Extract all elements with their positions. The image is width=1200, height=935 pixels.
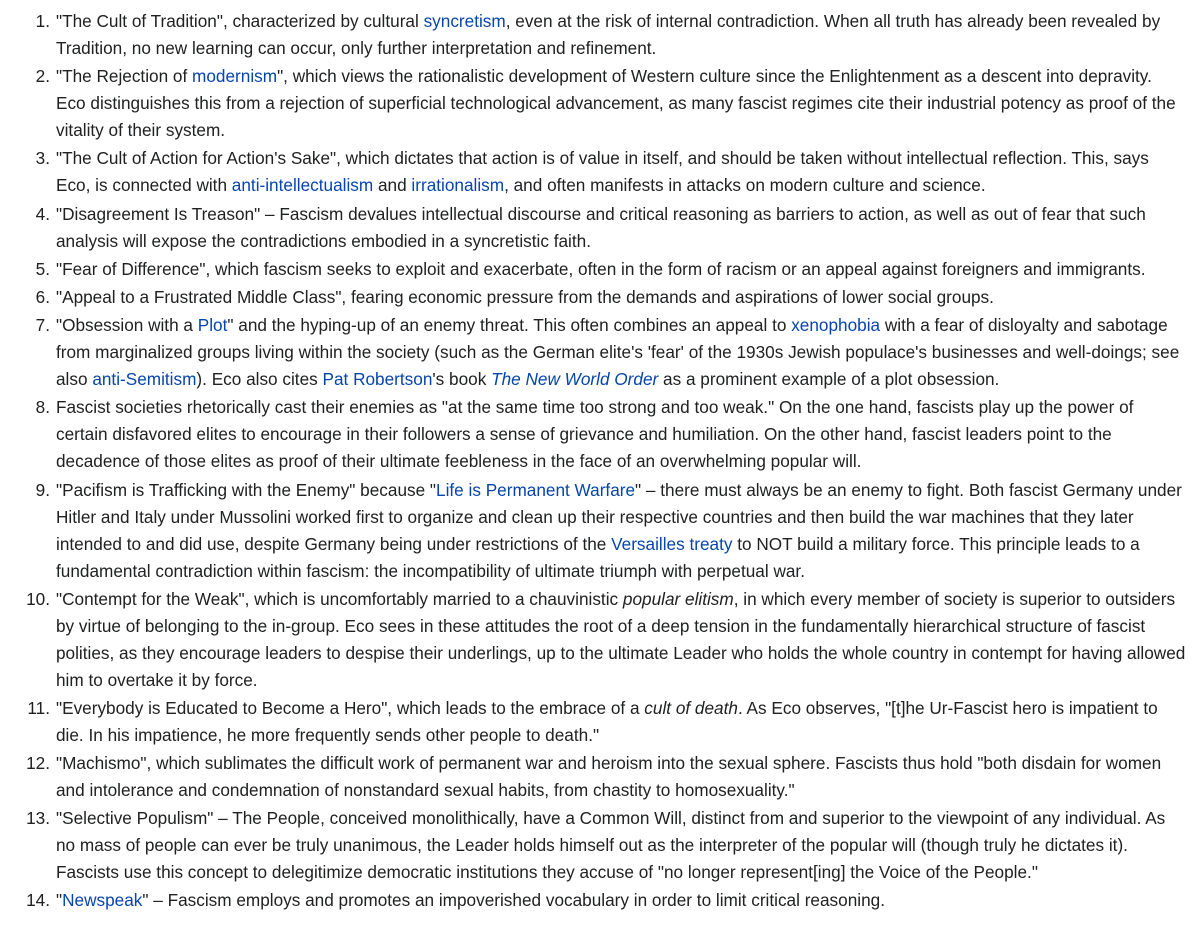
emphasis-text: popular elitism [622,588,734,609]
list-item-number: 12. [26,753,50,774]
link-newspeak[interactable]: Newspeak [62,890,143,911]
body-text: "Obsession with a [56,315,198,336]
list-item-number: 8. [35,397,50,418]
list-item-number: 9. [35,479,50,500]
body-text: " and the hyping-up of an enemy threat. This often combines an appeal to [227,315,792,336]
body-text: with a fear of disloyalty and sabotage from marginalized groups living within the society (such as the German elite's 'fear' of the 1930s Jewish populace's businesses and well-doings; see also [56,315,1180,390]
body-text: ", which views the rationalistic development of Western culture since the Enlightenment as a descent into depravity. Eco distinguishes this from a rejection of superficial technological advancement, as many fascist regimes cite their industrial potency as proof of the vitality of their system. [56,66,1176,141]
body-text: , and often manifests in attacks on modern culture and science. [504,175,986,196]
body-text: to NOT build a military force. This principle leads to a fundamental contradiction within fascism: the incompatibility of ultimate triumph with perpetual war. [56,533,1140,581]
link-modernism[interactable]: modernism [192,66,278,87]
body-text: , even at the risk of internal contradiction. When all truth has already been revealed by Tradition, no new learning can occur, only further interpretation and refinement. [56,11,1161,58]
list-item [35,63,1186,144]
list-item-number: 10. [26,588,50,609]
body-text: ). Eco also cites [196,369,323,390]
list-item [26,805,1186,886]
list-item-number: 13. [26,808,50,829]
body-text: as a prominent example of a plot obsession. [658,369,1000,390]
body-text: "The Cult of Tradition", characterized by cultural [56,11,424,31]
body-text: . As Eco observes, "[t]he Ur-Fascist hero is impatient to die. In his impatience, he more frequently sends other people to death." [56,697,1158,745]
body-text: " – Fascism employs and promotes an impoverished vocabulary in order to limit critical reasoning. [142,890,885,911]
list-item-number: 7. [35,315,50,336]
body-text: and [373,175,412,196]
body-text: "Disagreement Is Treason" – Fascism devalues intellectual discourse and critical reasoning as barriers to action, as well as out of fear that such analysis will expose the contradictions embodied in a syncretistic faith. [56,203,1146,251]
list-item [35,145,1186,199]
link-xenophobia[interactable]: xenophobia [791,315,881,336]
body-text: "Machismo", which sublimates the difficult work of permanent war and heroism into the sexual sphere. Fascists thus hold "both disdain for women and intolerance and condemnation of nonstandard sexual habits, from chastity to homosexuality." [56,753,1162,801]
list-item [35,201,1186,255]
list-item [35,256,1186,283]
link-anti-semitism[interactable]: anti-Semitism [92,369,197,390]
list-item-number: 11. [27,697,50,718]
body-text: "The Cult of Action for Action's Sake", which dictates that action is of value in itself, and should be taken without intellectual reflection. This, says Eco, is connected with [56,148,1149,196]
ur-fascism-features-list [0,8,1186,914]
list-item [35,394,1186,475]
link-the-new-world-order[interactable]: The New World Order [491,369,659,390]
list-item [26,887,1186,914]
body-text: , in which every member of society is superior to outsiders by virtue of belonging to the in-group. Eco sees in these attitudes the root of a deep tension in the fundamentally hierarchical structure of fascist polities, as they encourage leaders to despise their underlings, up to the ultimate Leader who holds the whole country in contempt for having allowed him to overtake it by force. [56,588,1186,690]
body-text: " [56,890,63,911]
list-item [35,312,1186,393]
link-irrationalism[interactable]: irrationalism [411,175,505,196]
body-text: "The Rejection of [56,66,193,87]
list-item-number: 5. [35,258,50,279]
list-item [35,8,1186,62]
list-item [26,586,1186,694]
link-plot[interactable]: Plot [197,315,228,336]
body-text: " – there must always be an enemy to fight. Both fascist Germany under Hitler and Italy under Mussolini worked first to organize and clean up their respective countries and then build the war machines that they later intended to and did use, despite Germany being under restrictions of the [56,479,1182,554]
list-item [35,477,1186,585]
list-item-number: 3. [35,148,50,169]
list-item [35,284,1186,311]
body-text: "Contempt for the Weak", which is uncomfortably married to a chauvinistic [56,588,623,609]
body-text: 's book [432,369,492,390]
list-item-number: 6. [35,286,50,307]
list-item [26,750,1186,804]
link-pat-robertson[interactable]: Pat Robertson [322,369,433,390]
link-versailles-treaty[interactable]: Versailles treaty [611,533,733,554]
list-item-number: 1. [35,11,50,31]
emphasis-text: cult of death [644,697,738,718]
body-text: "Everybody is Educated to Become a Hero", which leads to the embrace of a [56,697,645,718]
list-item [27,695,1186,749]
link-syncretism[interactable]: syncretism [423,11,506,31]
list-item-number: 4. [35,203,50,224]
link-life-is-permanent-warfare[interactable]: Life is Permanent Warfare [436,479,636,500]
body-text: "Appeal to a Frustrated Middle Class", fearing economic pressure from the demands and aspirations of lower social groups. [56,286,994,307]
list-item-number: 2. [35,66,50,87]
list-item-number: 14. [26,890,50,911]
body-text: "Pacifism is Trafficking with the Enemy" because " [56,479,437,500]
link-anti-intellectualism[interactable]: anti-intellectualism [231,175,374,196]
body-text: "Selective Populism" – The People, conceived monolithically, have a Common Will, distinct from and superior to the viewpoint of any individual. As no mass of people can ever be truly unanimous, the Leader holds himself out as the interpreter of the popular will (though truly he dictates it). Fascists use this concept to delegitimize democratic institutions they accuse of "no longer represent[ing] the Voice of the People." [56,808,1166,883]
body-text: "Fear of Difference", which fascism seeks to exploit and exacerbate, often in the form of racism or an appeal against foreigners and immigrants. [56,258,1146,279]
body-text: Fascist societies rhetorically cast their enemies as "at the same time too strong and too weak." On the one hand, fascists play up the power of certain disfavored elites to encourage in their followers a sense of grievance and humiliation. On the other hand, fascist leaders point to the decadence of those elites as proof of their ultimate feebleness in the face of an overwhelming popular will. [56,397,1134,472]
